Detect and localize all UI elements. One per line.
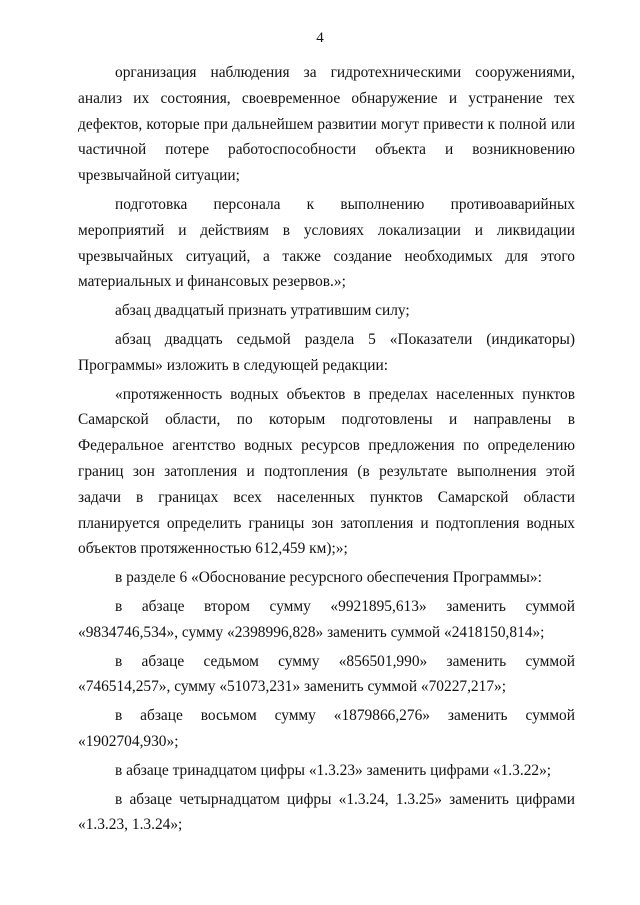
paragraph-hydro-monitoring: организация наблюдения за гидротехническими сооружениями, анализ их состояния, своевременное обнаружение и устранение тех дефектов, которые при дальнейшем развитии могут привести к полной или частичной потере работоспособности объекта и возникновению чрезвычайной ситуации; bbox=[78, 64, 575, 185]
paragraph-fourteenth-figures: в абзаце четырнадцатом цифры «1.3.24, 1.3.25» заменить цифрами «1.3.23, 1.3.24»; bbox=[78, 790, 575, 834]
paragraph-section6-heading: в разделе 6 «Обоснование ресурсного обеспечения Программы»: bbox=[115, 569, 542, 587]
paragraph-section5-amendment: абзац двадцать седьмой раздела 5 «Показатели (индикаторы) Программы» изложить в следующей редакции: bbox=[78, 330, 575, 374]
paragraph-twentieth-invalid: абзац двадцатый признать утратившим силу; bbox=[115, 302, 410, 320]
paragraph-water-objects-length: «протяженность водных объектов в пределах населенных пунктов Самарской области, по которым подготовлены и направлены в Федеральное агентство водных ресурсов предложения по определению границ зон затопления и подтопления (в результате выполнения этой задачи в границах всех населенных пунктов Самарской области планируется определить границы зон затопления и подтопления водных объектов протяженностью 612,459 км);»; bbox=[78, 385, 575, 558]
paragraph-staff-training: подготовка персонала к выполнению противоаварийных мероприятий и действиям в условиях локализации и ликвидации чрезвычайных ситуаций, а также создание необходимых для этого материальных и финансовых резервов.»; bbox=[78, 195, 575, 291]
paragraph-eighth-sum: в абзаце восьмом сумму «1879866,276» заменить суммой «1902704,930»; bbox=[78, 707, 575, 750]
paragraph-thirteenth-figures: в абзаце тринадцатом цифры «1.3.23» заменить цифрами «1.3.22»; bbox=[115, 761, 552, 779]
page-number: 4 bbox=[316, 30, 324, 46]
document-body bbox=[78, 60, 575, 838]
paragraph-seventh-sum: в абзаце седьмом сумму «856501,990» заменить суммой «746514,257», сумму «51073,231» заменить суммой «70227,217»; bbox=[78, 652, 575, 696]
paragraph-second-sum: в абзаце втором сумму «9921895,613» заменить суммой «9834746,534», сумму «2398996,828» заменить суммой «2418150,814»; bbox=[78, 597, 575, 641]
